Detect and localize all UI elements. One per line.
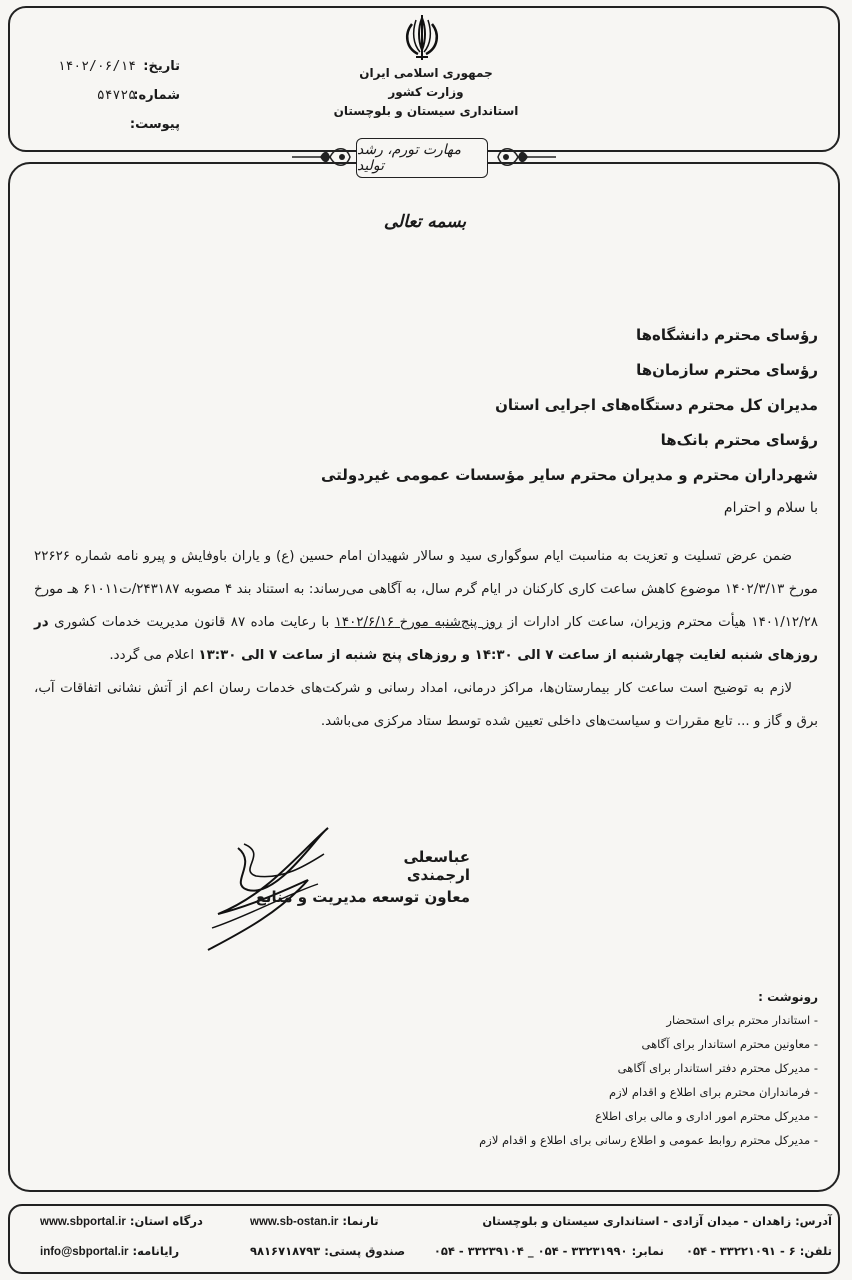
number-label: شماره: — [133, 88, 180, 103]
footer-portal — [40, 1214, 203, 1228]
pobox-label: صندوق پستی: — [324, 1244, 406, 1258]
addressee-line: رؤسای محترم سازمان‌ها — [636, 361, 818, 379]
body-text-intro: ضمن عرض تسلیت و تعزیت به مناسبت ایام سوگواری سید و سالار شهیدان امام حسین (ع) و یاران باوفایش و پیرو نامه شماره ۲۲۶۲۶ مورخ ۱۴۰۲/۳/۱۳ موضوع کاهش ساعت کاری کارکنان در ایام گرم سال، به آگاهی می‌رساند: به استناد بند ۴ مصوبه ۲۴۳۱۸۷/ت۶۱۰۱۱ هـ مورخ ۱۴۰۱/۱۲/۲۸ هیأت محترم وزیران، ساعت کار ادارات از — [34, 549, 818, 630]
cc-item: - معاونین محترم استاندار برای آگاهی — [641, 1037, 818, 1051]
number-value: ۵۴۷۲۵ — [96, 88, 136, 103]
email-link[interactable]: info@sbportal.ir — [40, 1246, 129, 1258]
working-hours: در روزهای شنبه لغایت چهارشنبه از ساعت ۷ الی ۱۴:۳۰ و روزهای پنج شنبه از ساعت ۷ الی ۱۳:۳۰ — [34, 615, 818, 663]
cc-item: - مدیرکل محترم امور اداری و مالی برای اطلاع — [595, 1109, 818, 1123]
right-ornament-icon — [494, 142, 558, 172]
signatory-name: عباسعلی ارجمندی — [403, 848, 470, 884]
letter-body — [34, 540, 818, 738]
website-label: تارنما: — [342, 1214, 379, 1228]
attachment-label: پیوست: — [129, 117, 180, 132]
signatory-title: معاون توسعه مدیریت و منابع — [255, 888, 470, 906]
addressee-line: مدیران کل محترم دستگاه‌های اجرایی استان — [495, 396, 818, 414]
footer-fax: نمابر: ۳۳۲۳۱۹۹۰ - ۰۵۴ _ ۳۳۲۳۹۱۰۴ - ۰۵۴ — [433, 1244, 664, 1258]
website-link[interactable]: www.sb-ostan.ir — [250, 1216, 339, 1228]
annual-motto: مهارت تورم، رشد تولید — [356, 138, 488, 178]
body-paragraph-2: لازم به توضیح است ساعت کار بیمارستان‌ها، مراکز درمانی، امداد رسانی و شرکت‌های خدمات رسان اعم از آتش نشانی اتفاقات آب، برق و گاز و ... تابع مقررات و سیاست‌های داخلی تعیین شده توسط ستاد مرکزی می‌باشد. — [34, 681, 818, 729]
footer-pobox — [250, 1244, 405, 1258]
cc-item: - مدیرکل محترم روابط عمومی و اطلاع رسانی برای اطلاع و اقدام لازم — [479, 1133, 818, 1147]
footer-website — [250, 1214, 379, 1228]
header-title-governorate: استانداری سیستان و بلوچستان — [333, 104, 519, 118]
cc-heading: رونوشت : — [758, 990, 818, 1004]
email-label: رایانامه: — [132, 1244, 180, 1258]
addressee-line: شهرداران محترم و مدیران محترم سایر مؤسسات عمومی غیردولتی — [320, 466, 818, 484]
cc-item: - فرمانداران محترم برای اطلاع و اقدام لازم — [608, 1085, 818, 1099]
addressee-line: رؤسای محترم دانشگاه‌ها — [635, 326, 818, 344]
cc-item: - استاندار محترم برای استحضار — [666, 1013, 818, 1027]
cc-item: - مدیرکل محترم دفتر استاندار برای آگاهی — [617, 1061, 818, 1075]
invocation: بسمه تعالی — [383, 212, 467, 232]
date-value: ۱۴۰۲/۰۶/۱۴ — [57, 59, 136, 74]
addressee-line: رؤسای محترم بانک‌ها — [660, 431, 818, 449]
addressee-list — [250, 318, 818, 493]
national-emblem-icon — [398, 14, 446, 64]
left-ornament-icon — [290, 142, 354, 172]
date-row — [40, 52, 180, 81]
body-paragraph-1 — [34, 540, 818, 672]
attachment-row — [40, 110, 180, 139]
portal-label: درگاه استان: — [129, 1214, 203, 1228]
letter-meta — [40, 52, 180, 139]
footer-address: آدرس: زاهدان - میدان آزادی - استانداری سیستان و بلوچستان — [482, 1214, 832, 1228]
effective-date: روز پنج‌شنبه مورخ ۱۴۰۲/۶/۱۶ — [334, 615, 503, 630]
header-title-country: جمهوری اسلامی ایران — [359, 66, 493, 80]
legal-reference: با رعایت ماده ۸۷ قانون مدیریت خدمات کشوری — [54, 615, 330, 630]
pobox-value: ۹۸۱۶۷۱۸۷۹۳ — [250, 1244, 321, 1258]
header-titles — [300, 64, 552, 121]
header-title-ministry: وزارت کشور — [388, 85, 464, 99]
cc-list — [420, 1008, 818, 1152]
greeting: با سلام و احترام — [723, 500, 818, 516]
footer-email — [40, 1244, 179, 1258]
footer-phone: تلفن: ۶ - ۳۳۲۲۱۰۹۱ - ۰۵۴ — [685, 1244, 832, 1258]
announcement-end: اعلام می گردد. — [109, 648, 195, 663]
date-label: تاریخ: — [143, 59, 180, 74]
number-row — [40, 81, 180, 110]
portal-link[interactable]: www.sbportal.ir — [40, 1216, 126, 1228]
